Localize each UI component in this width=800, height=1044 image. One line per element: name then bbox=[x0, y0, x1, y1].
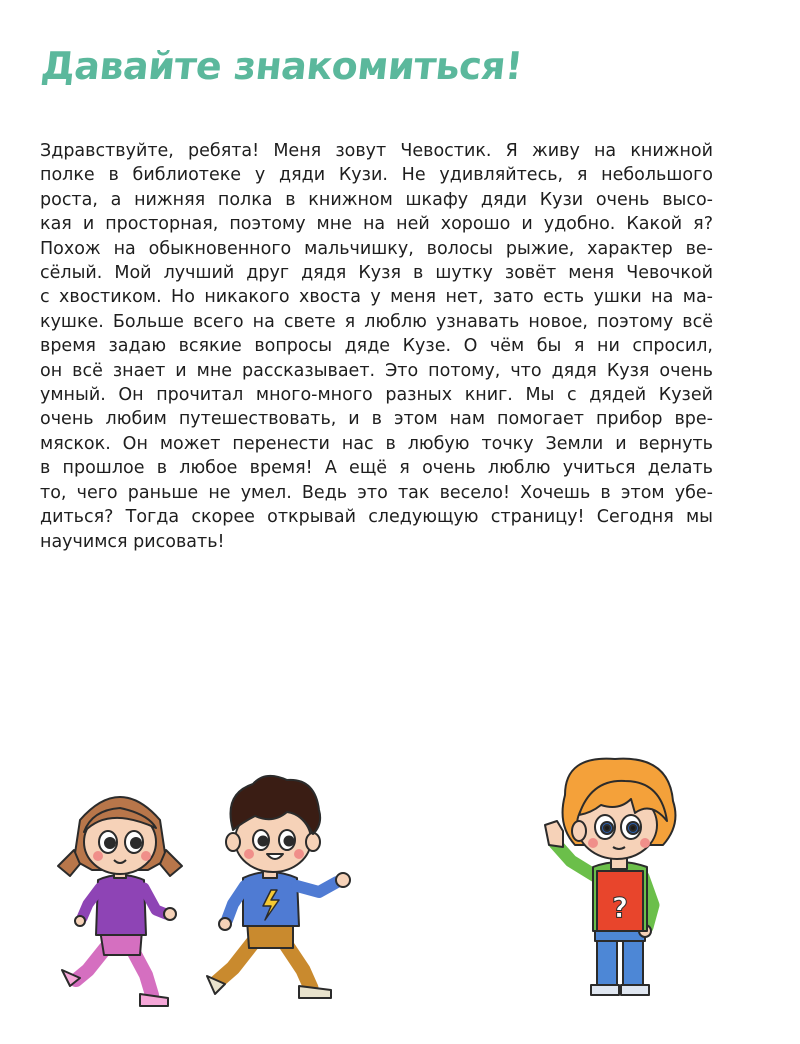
body-text bbox=[40, 139, 713, 554]
girl-illustration bbox=[48, 780, 198, 1010]
text-line: полке в библиотеке у дяди Кузи. Не удивляйтесь, я небольшого bbox=[40, 165, 713, 186]
text-line: научимся рисовать! bbox=[40, 531, 225, 552]
text-line: кая и просторная, поэтому мне на ней хорошо и удобно. Какой я? bbox=[40, 214, 713, 235]
text-line: умный. Он прочитал много-много разных книг. Мы с дядей Кузей bbox=[40, 385, 713, 406]
text-line: Здравствуйте, ребята! Меня зовут Чевостик. Я живу на книжной bbox=[40, 141, 713, 161]
text-line: сёлый. Мой лучший друг дядя Кузя в шутку зовёт меня Чевочкой bbox=[40, 263, 713, 284]
text-line: в прошлое в любое время! А ещё я очень люблю учиться делать bbox=[40, 458, 713, 479]
text-line: то, чего раньше не умел. Ведь это так весело! Хочешь в этом убе- bbox=[40, 482, 713, 503]
text-line: с хвостиком. Но никакого хвоста у меня нет, зато есть ушки на ма- bbox=[40, 287, 713, 308]
chevostik-illustration bbox=[535, 755, 695, 1005]
text-line: Похож на обыкновенного мальчишку, волосы рыжие, характер ве- bbox=[40, 238, 713, 259]
boy-illustration bbox=[203, 770, 363, 1005]
page-title: Давайте знакомиться! bbox=[39, 44, 525, 88]
text-line: роста, а нижняя полка в книжном шкафу дяди Кузи очень высо- bbox=[40, 189, 713, 210]
text-line: мяскок. Он может перенести нас в любую точку Земли и вернуть bbox=[40, 433, 713, 454]
text-line: кушке. Больше всего на свете я люблю узнавать новое, поэтому всё bbox=[40, 311, 713, 332]
question-mark: ? bbox=[611, 891, 629, 924]
text-line: очень любим путешествовать, и в этом нам помогает прибор вре- bbox=[40, 409, 713, 430]
text-line: диться? Тогда скорее открывай следующую страницу! Сегодня мы bbox=[40, 507, 713, 528]
text-line: он всё знает и мне рассказывает. Это потому, что дядя Кузя очень bbox=[40, 360, 713, 381]
text-line: время задаю всякие вопросы дяде Кузе. О чём бы я ни спросил, bbox=[40, 336, 713, 357]
